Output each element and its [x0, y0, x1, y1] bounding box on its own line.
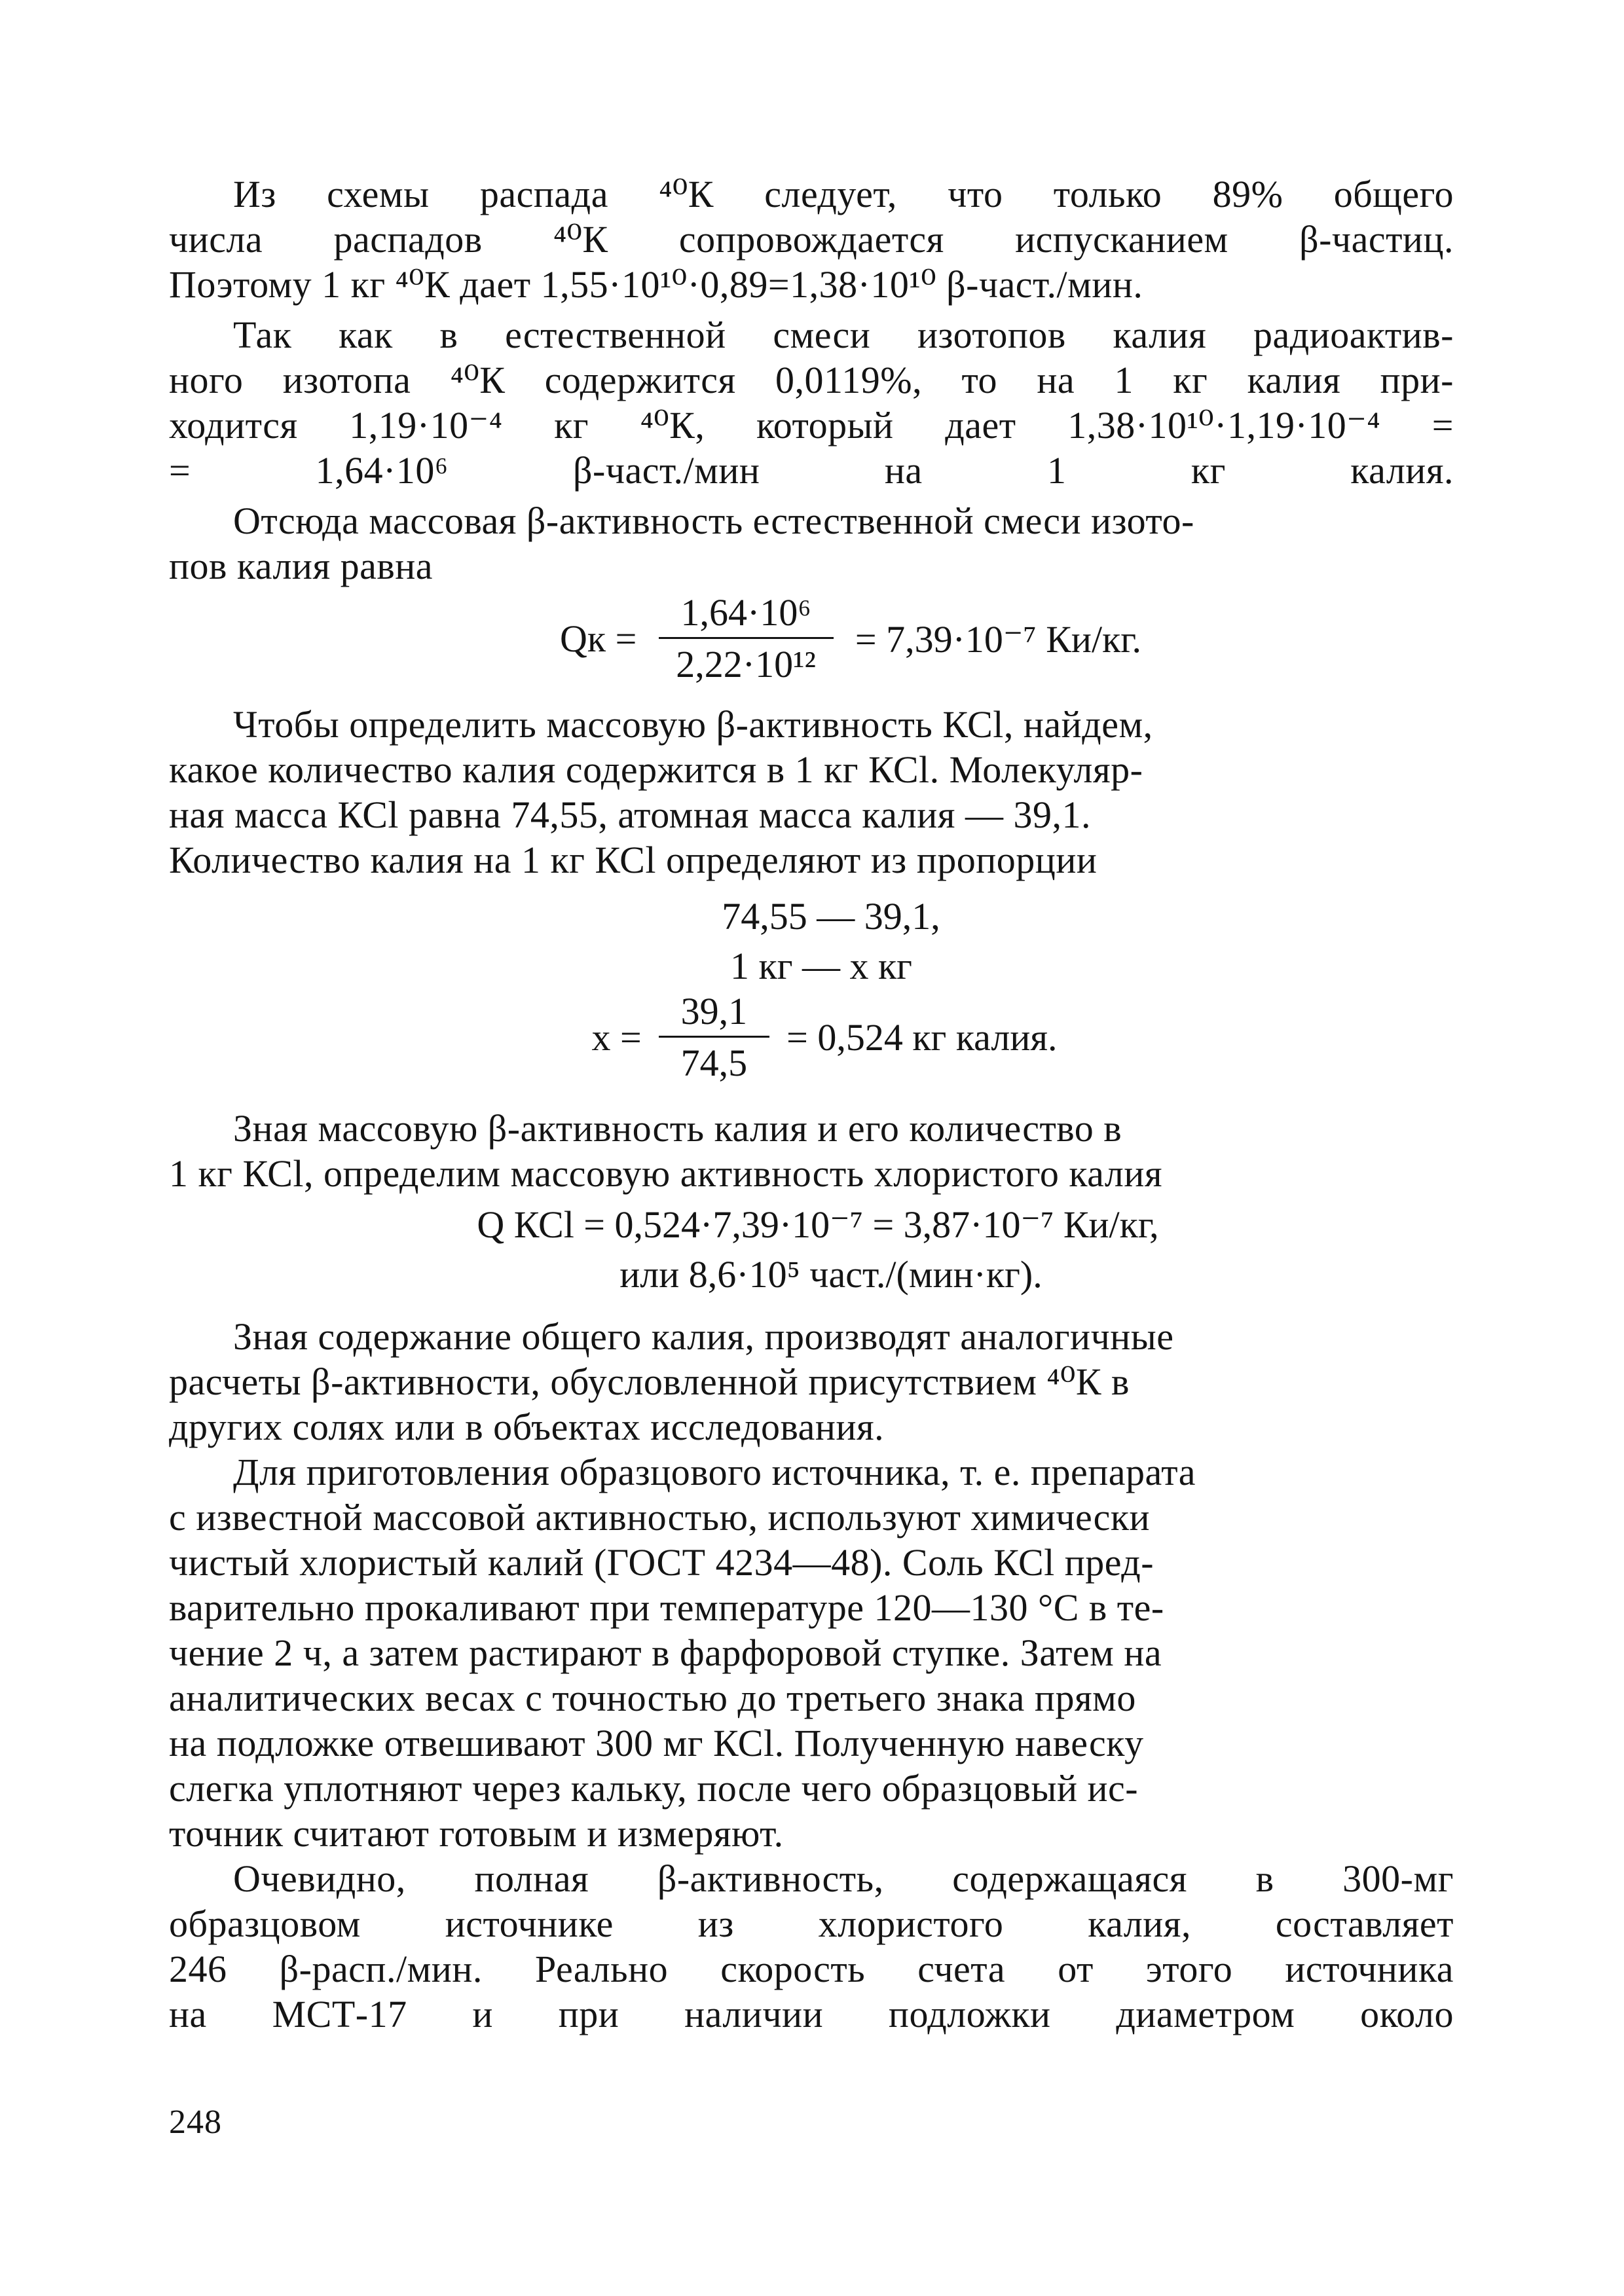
proportion-line-2: 1 кг — х кг: [730, 945, 912, 987]
equation-qk-lhs: Qк =: [560, 617, 637, 660]
paragraph-decay-scheme: Из схемы распада ⁴⁰К следует, что только 89% общего числа распадов ⁴⁰К сопровождается испусканием β-частиц. Поэтому 1 кг ⁴⁰К дает 1,55·10¹⁰·0,89=1,38·10¹⁰ β-част./мин.: [169, 173, 1454, 306]
equation-x-lhs: х =: [591, 1016, 642, 1059]
paragraph-natural-mixture: Так как в естественной смеси изотопов калия радиоактив- ного изотопа ⁴⁰К содержится 0,0119%, то на 1 кг калия при- ходится 1,19·10⁻⁴ кг ⁴⁰К, который дает 1,38·10¹⁰·1,19·10⁻⁴ = = 1,64·10⁶ β-част./мин на 1 кг калия.: [169, 314, 1454, 492]
paragraph-kcl-amount: Чтобы определить массовую β-активность КСl, найдем, какое количество калия содержится в 1 кг КСl. Молекуляр- ная масса КСl равна 74,55, атомная масса калия — 39,1. Количество калия на 1 кг КСl определяют из пропорции: [169, 703, 1153, 881]
paragraph-mass-activity: Отсюда массовая β-активность естественной смеси изото- пов калия равна: [169, 500, 1194, 587]
equation-x-rhs: = 0,524 кг калия.: [786, 1016, 1058, 1059]
equation-qk-fraction: [654, 592, 838, 685]
equation-qk-denominator: 2,22·10¹²: [676, 643, 816, 685]
equation-x-fraction: [659, 991, 770, 1084]
page-number: 248: [169, 2104, 222, 2141]
equation-x-numerator: 39,1: [659, 991, 770, 1038]
paragraph-kcl-activity: Зная массовую β-активность калия и его количество в 1 кг КСl, определим массовую активность хлористого калия: [169, 1107, 1163, 1195]
paragraph-reference-source: Для приготовления образцового источника, т. е. препарата с известной массовой активностью, используют химически чистый хлористый калий (ГОСТ 4234—48). Соль КСl пред- варительно прокаливают при температуре 120—130 °С в те- чение 2 ч, а затем растирают в фарфоровой ступке. Затем на аналитических весах с точностью до третьего знака прямо на подложке отвешивают 300 мг КСl. Полученную навеску слегка уплотняют через кальку, после чего образцовый ис- точник считают готовым и измеряют.: [169, 1451, 1196, 1855]
equation-qk-rhs: = 7,39·10⁻⁷ Ки/кг.: [855, 617, 1141, 661]
text-column: [169, 172, 1454, 2037]
equation-qkcl-line-1: Q КСl = 0,524·7,39·10⁻⁷ = 3,87·10⁻⁷ Ки/кг,: [477, 1203, 1159, 1246]
equation-qkcl-line-2: или 8,6·10⁵ част./(мин·кг).: [619, 1253, 1043, 1296]
equation-x: [195, 991, 1454, 1084]
equation-x-denominator: 74,5: [680, 1042, 748, 1084]
equation-qk: [248, 592, 1454, 685]
paragraph-total-activity: Очевидно, полная β-активность, содержащаяся в 300-мг образцовом источнике из хлористого калия, составляет 246 β-расп./мин. Реально скорость счета от этого источника на МСТ-17 и при наличии подложки диаметром около: [169, 1857, 1454, 2035]
paragraph-other-salts: Зная содержание общего калия, производят аналогичные расчеты β-активности, обусловленной присутствием ⁴⁰К в других солях или в объектах исследования.: [169, 1315, 1174, 1448]
equation-qk-numerator: 1,64·10⁶: [659, 592, 834, 639]
proportion-line-1: 74,55 — 39,1,: [722, 895, 940, 938]
